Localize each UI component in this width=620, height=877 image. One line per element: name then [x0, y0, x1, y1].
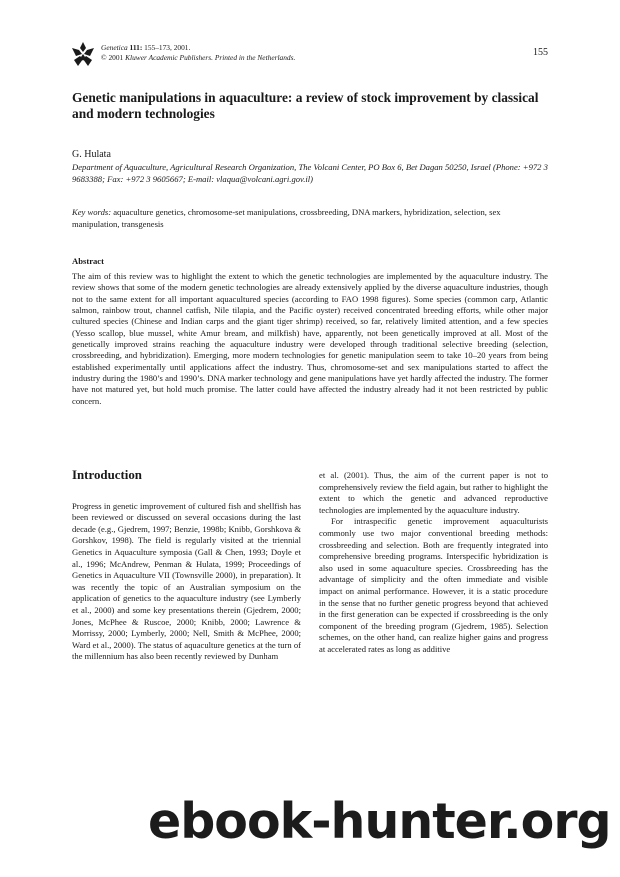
page-number: 155 — [533, 47, 548, 58]
copyright: © 2001 — [101, 53, 126, 62]
keywords-list: aquaculture genetics, chromosome-set manipulations, crossbreeding, DNA markers, hybridization, selection, sex manipulation, transgenesis — [72, 207, 501, 229]
page-header — [72, 42, 548, 68]
copyright-line — [101, 53, 295, 63]
watermark-logo: ebook-hunter.org — [148, 793, 611, 850]
journal-info — [101, 43, 295, 63]
publisher: Kluwer Academic Publishers. Printed in the Netherlands. — [125, 53, 296, 62]
introduction-paragraph-2: For intraspecific genetic improvement aquaculturists commonly use two major conventional breeding methods: crossbreeding and selection. Both are frequently integrated into comprehensive breeding programs. Interspecific hybridization is also used in some aquaculture species. Crossbreeding has the advantage of simplicity and the often immediate and visible impact on animal performance. However, it is a static procedure in the sense that no further genetic progress beyond that achieved in the first generation can be expected if crossbreeding is the only component of the breeding program (Gjedrem, 1985). Selection schemes, on the other hand, can realize higher gains and progress at accelerated rates as long as additive — [319, 516, 548, 654]
journal-name: Genetica — [101, 43, 128, 52]
introduction-paragraph-1-continued: et al. (2001). Thus, the aim of the current paper is not to comprehensively review the field again, but rather to highlight the extent to which the genetic and advanced reproductive technologies are implemented by the aquaculture industry. — [319, 470, 548, 515]
left-column — [72, 470, 301, 663]
kluwer-publisher-logo-icon — [72, 42, 94, 66]
keywords-label: Key words: — [72, 207, 112, 217]
abstract-heading: Abstract — [72, 256, 104, 266]
citation-line — [101, 43, 295, 53]
introduction-heading: Introduction — [72, 468, 142, 482]
introduction-paragraph-1: Progress in genetic improvement of cultured fish and shellfish has been reviewed or discussed on several occasions during the last decade (e.g., Gjedrem, 1997; Benzie, 1998b; Knibb, Gorshkova & Gorshkov, 1998). The field is regularly visited at the triennial Genetics in Aquaculture symposia (Gall & Chen, 1993; Doyle et al., 1996; McAndrew, Penman & Hulata, 1999; Proceedings of Genetics in Aquaculture VII (Townsville 2000), in preparation). It was recently the topic of an Australian symposium on the application of genetics to the aquaculture industry (see Lymberly et al., 2000) and some key presentations therein (Gjedrem, 2000; Jones, McPhee & Ruscoe, 2000; Knibb, 2000; Lawrence & Morrissy, 2000; Lymberly, 2000; Nell, Smith & McPhee, 2000; Ward et al., 2000). The status of aquaculture genetics at the turn of the millennium has also been recently reviewed by Dunham — [72, 500, 301, 662]
author-name: G. Hulata — [72, 149, 111, 160]
journal-pages: 155–173, 2001. — [142, 43, 191, 52]
abstract-body: The aim of this review was to highlight the extent to which the genetic technologies are implemented by the aquaculture industry. The review shows that some of the modern genetic technologies are already extensively applied by the diverse aquaculture industries, though not to the same extent for all important aquacultured species (according to FAO 1998 figures). Some species (common carp, Atlantic salmon, rainbow trout, channel catfish, Nile tilapia, and the Pacific oyster) received concentrated breeding efforts, while other major cultured species (Chinese and Indian carps and the giant tiger shrimp) received, so far, relatively limited attention, and a few species (Yesso scallop, blue mussel, white Amur bream, and milkfish) have, apparently, not been genetically improved at all. Most of the genetically improved strains reaching the aquaculture industry were developed through traditional selective breeding (selection, crossbreeding, and hybridization). Emerging, more modern technologies for genetic manipulation seem to take 10–20 years from being established experimentally until applications affect the industry. Thus, chromosome-set and sex manipulations started to affect the industry during the 1980’s and 1990’s. DNA marker technology and gene manipulations have yet hardly affected the industry. The former have not matured yet, but hold much promise. The latter could have affected the industry already had it not been restricted by public concern. — [72, 271, 548, 406]
article-title: Genetic manipulations in aquaculture: a review of stock improvement by classical and modern technologies — [72, 90, 539, 121]
right-column — [319, 470, 548, 656]
author-affiliation: Department of Aquaculture, Agricultural Research Organization, The Volcani Center, PO Box 6, Bet Dagan 50250, Israel (Phone: +972 3 9683388; Fax: +972 3 9605667; E-mail: vlaqua@volcani.agri.gov.il) — [72, 162, 548, 184]
journal-volume: 111: — [129, 43, 143, 52]
keywords — [72, 207, 548, 230]
